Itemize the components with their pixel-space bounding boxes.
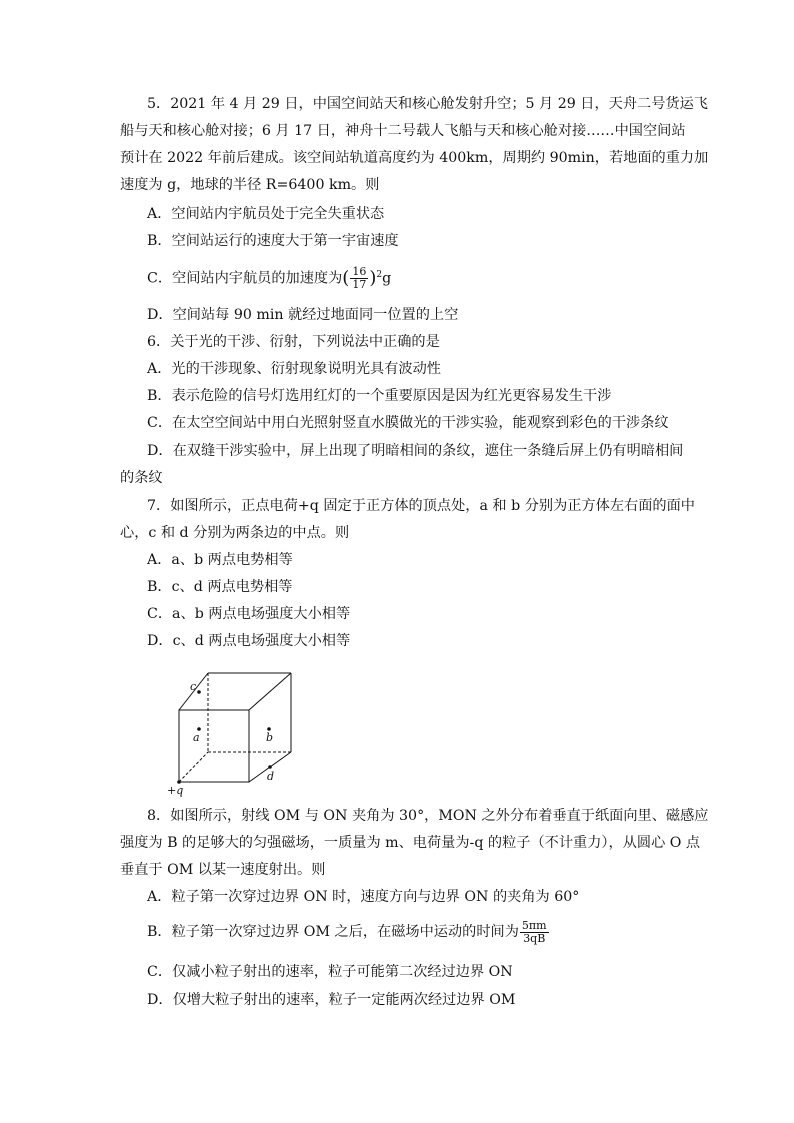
q7-option-b: B．c、d 两点电势相等 — [147, 579, 293, 595]
q8-option-a: A．粒子第一次穿过边界 ON 时，速度方向与边界 ON 的夹角为 60° — [147, 889, 580, 905]
q5-option-a: A．空间站内宇航员处于完全失重状态 — [147, 206, 385, 222]
exponent: 2 — [376, 270, 383, 280]
q5-option-c-prefix: C．空间站内宇航员的加速度为 — [147, 270, 343, 287]
q5-option-b: B．空间站运行的速度大于第一宇宙速度 — [147, 233, 399, 249]
q6-option-d-line-1: D．在双缝干涉实验中，屏上出现了明暗相间的条纹，遮住一条缝后屏上仍有明暗相间 — [147, 443, 684, 459]
cube-figure — [165, 668, 295, 798]
cube-top-right-edge — [249, 673, 291, 710]
label-c: c — [190, 680, 197, 693]
q6-option-c: C．在太空空间站中用白光照射竖直水膜做光的干涉实验，能观察到彩色的干涉条纹 — [147, 415, 669, 431]
q5-stem-line-3: 预计在 2022 年前后建成。该空间站轨道高度约为 400km，周期约 90min，若地面的重力加 — [120, 150, 709, 166]
q5-option-c-suffix: g — [382, 270, 392, 287]
label-b: b — [266, 731, 274, 744]
q7-option-a: A．a、b 两点电势相等 — [147, 552, 293, 568]
q6-option-b: B．表示危险的信号灯选用红灯的一个重要原因是因为红光更容易发生干涉 — [147, 388, 612, 404]
q7-stem-line-1: 7．如图所示，正点电荷+q 固定于正方体的顶点处，a 和 b 分别为正方体左右面的面中 — [147, 498, 695, 514]
q5-option-c-fraction — [350, 266, 368, 291]
q5-stem-line-2: 船与天和核心舱对接；6 月 17 日，神舟十二号载人飞船与天和核心舱对接……中国空间站 — [120, 123, 686, 139]
cube-hidden-diagonal-edge — [179, 752, 208, 782]
q8-option-b-fraction — [520, 920, 549, 945]
q8-stem-line-1: 8．如图所示，射线 OM 与 ON 夹角为 30°，MON 之外分布着垂直于纸面向里、磁感应 — [147, 808, 709, 824]
q8-option-c: C．仅减小粒子射出的速率，粒子可能第二次经过边界 ON — [147, 964, 513, 980]
q8-option-d: D．仅增大粒子射出的速率，粒子一定能两次经过边界 OM — [147, 992, 516, 1008]
fraction-numerator: 5πm — [521, 918, 547, 932]
q5-stem-line-4: 速度为 g，地球的半径 R=6400 km。则 — [120, 177, 380, 193]
q7-option-d: D．c、d 两点电场强度大小相等 — [147, 633, 351, 649]
fraction-numerator: 16 — [352, 265, 367, 279]
label-d: d — [267, 770, 275, 783]
q6-option-d-line-2: 的条纹 — [120, 470, 163, 486]
q5-stem-line-1: 5．2021 年 4 月 29 日，中国空间站天和核心舱发射升空；5 月 29 日，天舟二号货运飞 — [147, 96, 708, 112]
point-d — [268, 765, 272, 769]
q6-stem: 6．关于光的干涉、衍射，下列说法中正确的是 — [147, 334, 440, 350]
fraction-denominator: 3qB — [523, 931, 546, 945]
fraction-denominator: 17 — [352, 278, 367, 292]
q5-option-d: D．空间站每 90 min 就经过地面同一位置的上空 — [147, 307, 459, 323]
left-paren: ( — [342, 267, 350, 289]
q8-option-b-prefix: B．粒子第一次穿过边界 OM 之后，在磁场中运动的时间为 — [147, 924, 519, 940]
label-a: a — [193, 731, 200, 744]
q8-stem-line-3: 垂直于 OM 以某一速度射出。则 — [120, 862, 326, 878]
q8-option-b — [147, 918, 707, 946]
q8-stem-line-2: 强度为 B 的足够大的匀强磁场，一质量为 m、电荷量为-q 的粒子（不计重力），从圆心 O 点 — [120, 835, 701, 851]
q7-option-c: C．a、b 两点电场强度大小相等 — [147, 606, 351, 622]
q7-stem-line-2: 心，c 和 d 分别为两条边的中点。则 — [120, 525, 350, 541]
point-c — [197, 690, 201, 694]
q5-option-c — [147, 262, 707, 292]
right-paren: ) — [369, 267, 377, 289]
label-charge: +q — [167, 784, 184, 797]
q6-option-a: A．光的干涉现象、衍射现象说明光具有波动性 — [147, 361, 441, 377]
